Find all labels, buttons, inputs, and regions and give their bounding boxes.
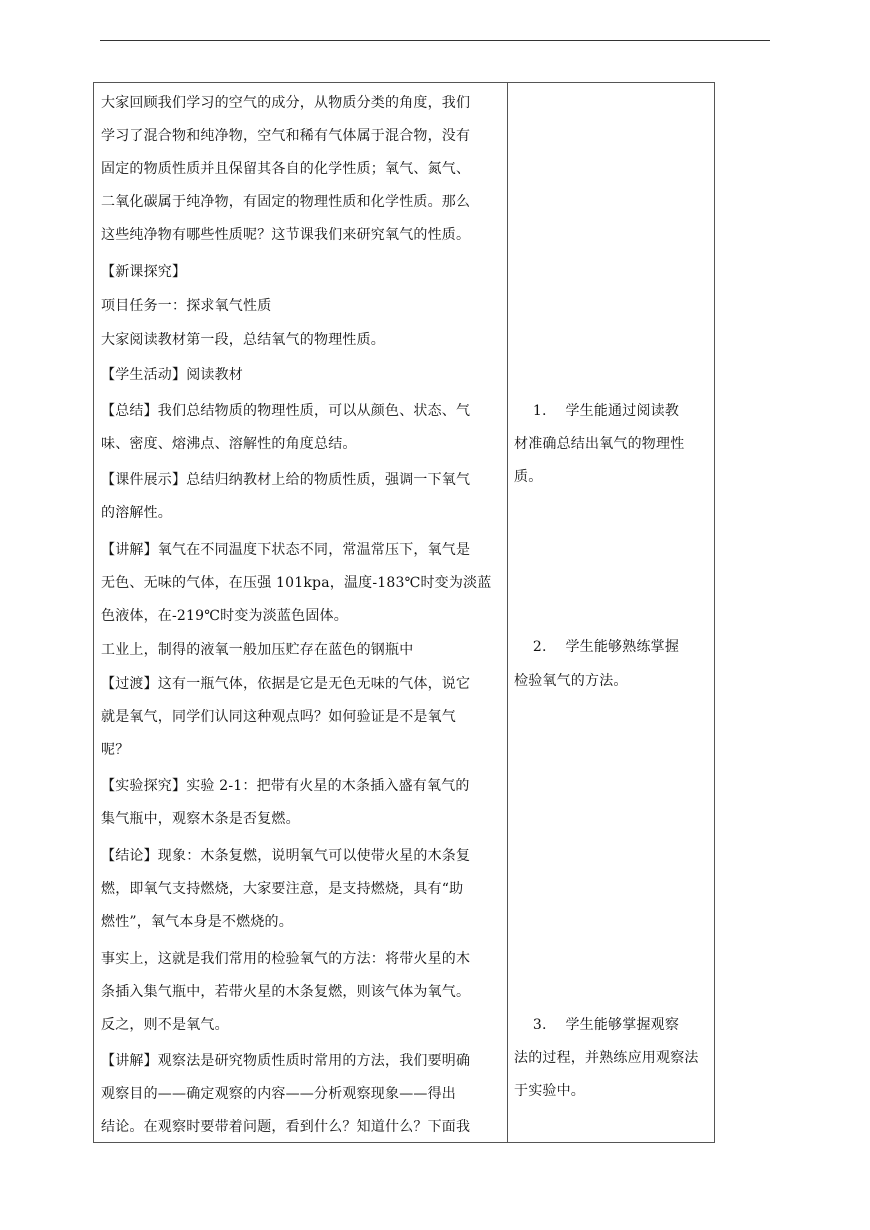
process-line: 【过渡】这有一瓶气体，依据是它是无色无味的气体，说它 <box>101 676 471 692</box>
process-line: 无色、无味的气体，在压强 101kpa，温度-183℃时变为淡蓝 <box>101 575 492 591</box>
goal-line: 材准确总结出氧气的物理性 <box>514 436 685 452</box>
process-line: 集气瓶中，观察木条是否复燃。 <box>101 811 300 827</box>
process-line: 【总结】我们总结物质的物理性质，可以从颜色、状态、气 <box>101 403 471 419</box>
process-line: 二氧化碳属于纯净物，有固定的物理性质和化学性质。那么 <box>101 194 471 210</box>
goal-line: 2. 学生能够熟练掌握 <box>514 639 680 655</box>
process-line: 味、密度、熔沸点、溶解性的角度总结。 <box>101 436 357 452</box>
goal-line: 法的过程，并熟练应用观察法 <box>514 1050 699 1066</box>
goal-line: 于实验中。 <box>514 1083 585 1099</box>
process-line: 【讲解】氧气在不同温度下状态不同，常温常压下，氧气是 <box>101 542 471 558</box>
process-line: 【实验探究】实验 2-1：把带有火星的木条插入盛有氧气的 <box>101 778 470 794</box>
section-heading: 【新课探究】 <box>101 264 187 280</box>
process-line: 【课件展示】总结归纳教材上给的物质性质，强调一下氧气 <box>101 472 471 488</box>
process-line: 呢？ <box>101 742 130 758</box>
header-rule <box>100 40 770 41</box>
process-line: 就是氧气，同学们认同这种观点吗？如何验证是不是氧气 <box>101 709 456 725</box>
process-line: 工业上，制得的液氧一般加压贮存在蓝色的钢瓶中 <box>101 642 414 658</box>
process-line: 这些纯净物有哪些性质呢？这节课我们来研究氧气的性质。 <box>101 227 471 243</box>
column-divider <box>507 83 508 1142</box>
goal-line: 3. 学生能够掌握观察 <box>514 1017 680 1033</box>
process-line: 项目任务一：探求氧气性质 <box>101 298 272 314</box>
process-line: 事实上，这就是我们常用的检验氧气的方法：将带火星的木 <box>101 951 471 967</box>
process-line: 条插入集气瓶中，若带火星的木条复燃，则该气体为氧气。 <box>101 984 471 1000</box>
goal-line: 质。 <box>514 469 543 485</box>
process-line: 大家回顾我们学习的空气的成分，从物质分类的角度，我们 <box>101 95 471 111</box>
process-line: 固定的物质性质并且保留其各自的化学性质；氧气、氮气、 <box>101 161 471 177</box>
process-line: 观察目的——确定观察的内容——分析观察现象——得出 <box>101 1086 456 1102</box>
lesson-table <box>93 82 715 1143</box>
process-line: 大家阅读教材第一段，总结氧气的物理性质。 <box>101 332 385 348</box>
process-line: 色液体，在-219℃时变为淡蓝色固体。 <box>101 608 348 624</box>
process-line: 学习了混合物和纯净物，空气和稀有气体属于混合物，没有 <box>101 128 471 144</box>
process-line: 的溶解性。 <box>101 505 172 521</box>
process-line: 燃性”，氧气本身是不燃烧的。 <box>101 914 293 930</box>
process-line: 【讲解】观察法是研究物质性质时常用的方法，我们要明确 <box>101 1053 471 1069</box>
process-line: 【结论】现象：木条复燃，说明氧气可以使带火星的木条复 <box>101 848 471 864</box>
goal-line: 检验氧气的方法。 <box>514 673 628 689</box>
process-line: 【学生活动】阅读教材 <box>101 367 243 383</box>
process-line: 反之，则不是氧气。 <box>101 1017 229 1033</box>
process-line: 燃，即氧气支持燃烧，大家要注意，是支持燃烧，具有“助 <box>101 881 464 897</box>
process-line: 结论。在观察时要带着问题，看到什么？知道什么？下面我 <box>101 1119 471 1135</box>
goal-line: 1. 学生能通过阅读教 <box>514 403 680 419</box>
